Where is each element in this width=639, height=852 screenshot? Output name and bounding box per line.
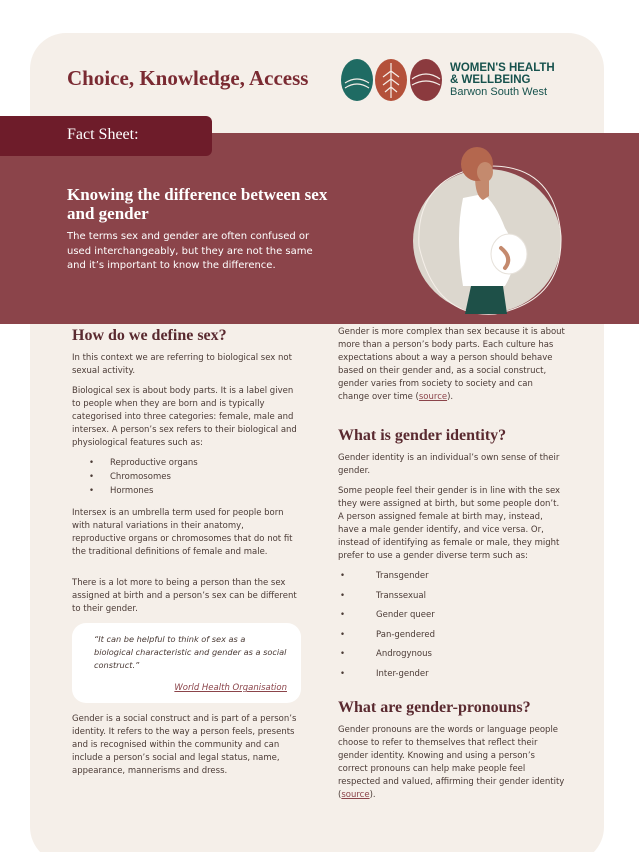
logo-line-1: WOMEN'S HEALTH [450,62,555,74]
paragraph: Gender is a social construct and is part of a person’s identity. It refers to the way a person feels, presents and is recognised within the community and can include a person’s social and legal status, name, appearance, mannerisms and dress. [72,714,297,776]
gender-identity-heading: What is gender identity? [338,427,507,444]
list-item: • Gender queer [338,609,566,629]
list-item: • Hormones [72,485,297,499]
gender-terms-list [338,570,566,688]
paragraph: Some people feel their gender is in line with the sex they were assigned at birth, but some people don’t. A person assigned female at birth may, instead, have a male gender identify, and vice versa. Or, instead of identifying as female or male, they might prefer to use a gender diverse term such as: [338,486,561,561]
paragraph: In this context we are referring to biological sex not sexual activity. [72,353,292,376]
left-column [72,326,297,785]
list-item: • Chromosomes [72,471,297,485]
paragraph: Gender is more complex than sex because it is about more than a person’s body parts. Each culture has expectations about a way a person should behave based on their gender and, as a social construct, gender varies from society to society and can change over time (source). [338,327,565,402]
list-item: • Pan-gendered [338,629,566,649]
list-item: • Transsexual [338,590,566,610]
quote-text: “It can be helpful to think of sex as a biological characteristic and gender as a social construct.” [94,634,287,670]
paragraph: Gender pronouns are the words or language people choose to refer to themselves that reflect their gender identity. Knowing and using a person’s correct pronouns can help make people feel respected and valued, affirming their gender identity (source). [338,724,565,800]
paragraph: Intersex is an umbrella term used for people born with natural variations in their anatomy, reproductive organs or chromosomes that do not fit the traditional definitions of female and male. [72,508,293,557]
list-item: • Inter-gender [338,668,566,688]
logo-line-2: & WELLBEING [450,74,531,86]
right-column [338,326,566,809]
hero-heading: Knowing the difference between sex and gender [67,185,328,223]
list-item: • Reproductive organs [72,457,297,471]
hero-intro: The terms sex and gender are often confused or used interchangeably, but they are not the same and it’s important to know the difference. [67,231,313,271]
document-title: Choice, Knowledge, Access [67,66,309,90]
logo-line-3: Barwon South West [450,86,548,98]
pregnant-person-illustration [405,136,565,321]
organisation-logo [340,55,580,105]
paragraph: There is a lot more to being a person than the sex assigned at birth and a person’s sex can be different to their gender. [72,578,297,614]
fact-sheet-label: Fact Sheet: [67,126,139,143]
logo-icon [340,55,444,105]
gender-pronouns-heading: What are gender-pronouns? [338,698,531,716]
define-sex-heading: How do we define sex? [72,327,227,344]
list-item: • Transgender [338,570,566,590]
list-item: • Androgynous [338,648,566,668]
sex-features-list [72,457,297,499]
quote-box [72,623,301,703]
source-link[interactable]: source [418,392,448,402]
paragraph: Biological sex is about body parts. It is a label given to people when they are born and is typically categorised into three categories: female, male and intersex. A person’s sex refers to their biological and physiological features such as: [72,386,297,448]
quote-attribution-link[interactable]: World Health Organisation [174,683,287,693]
paragraph: Gender identity is an individual’s own sense of their gender. [338,453,560,476]
source-link[interactable]: source [341,789,370,800]
fact-sheet-tab [0,116,212,156]
